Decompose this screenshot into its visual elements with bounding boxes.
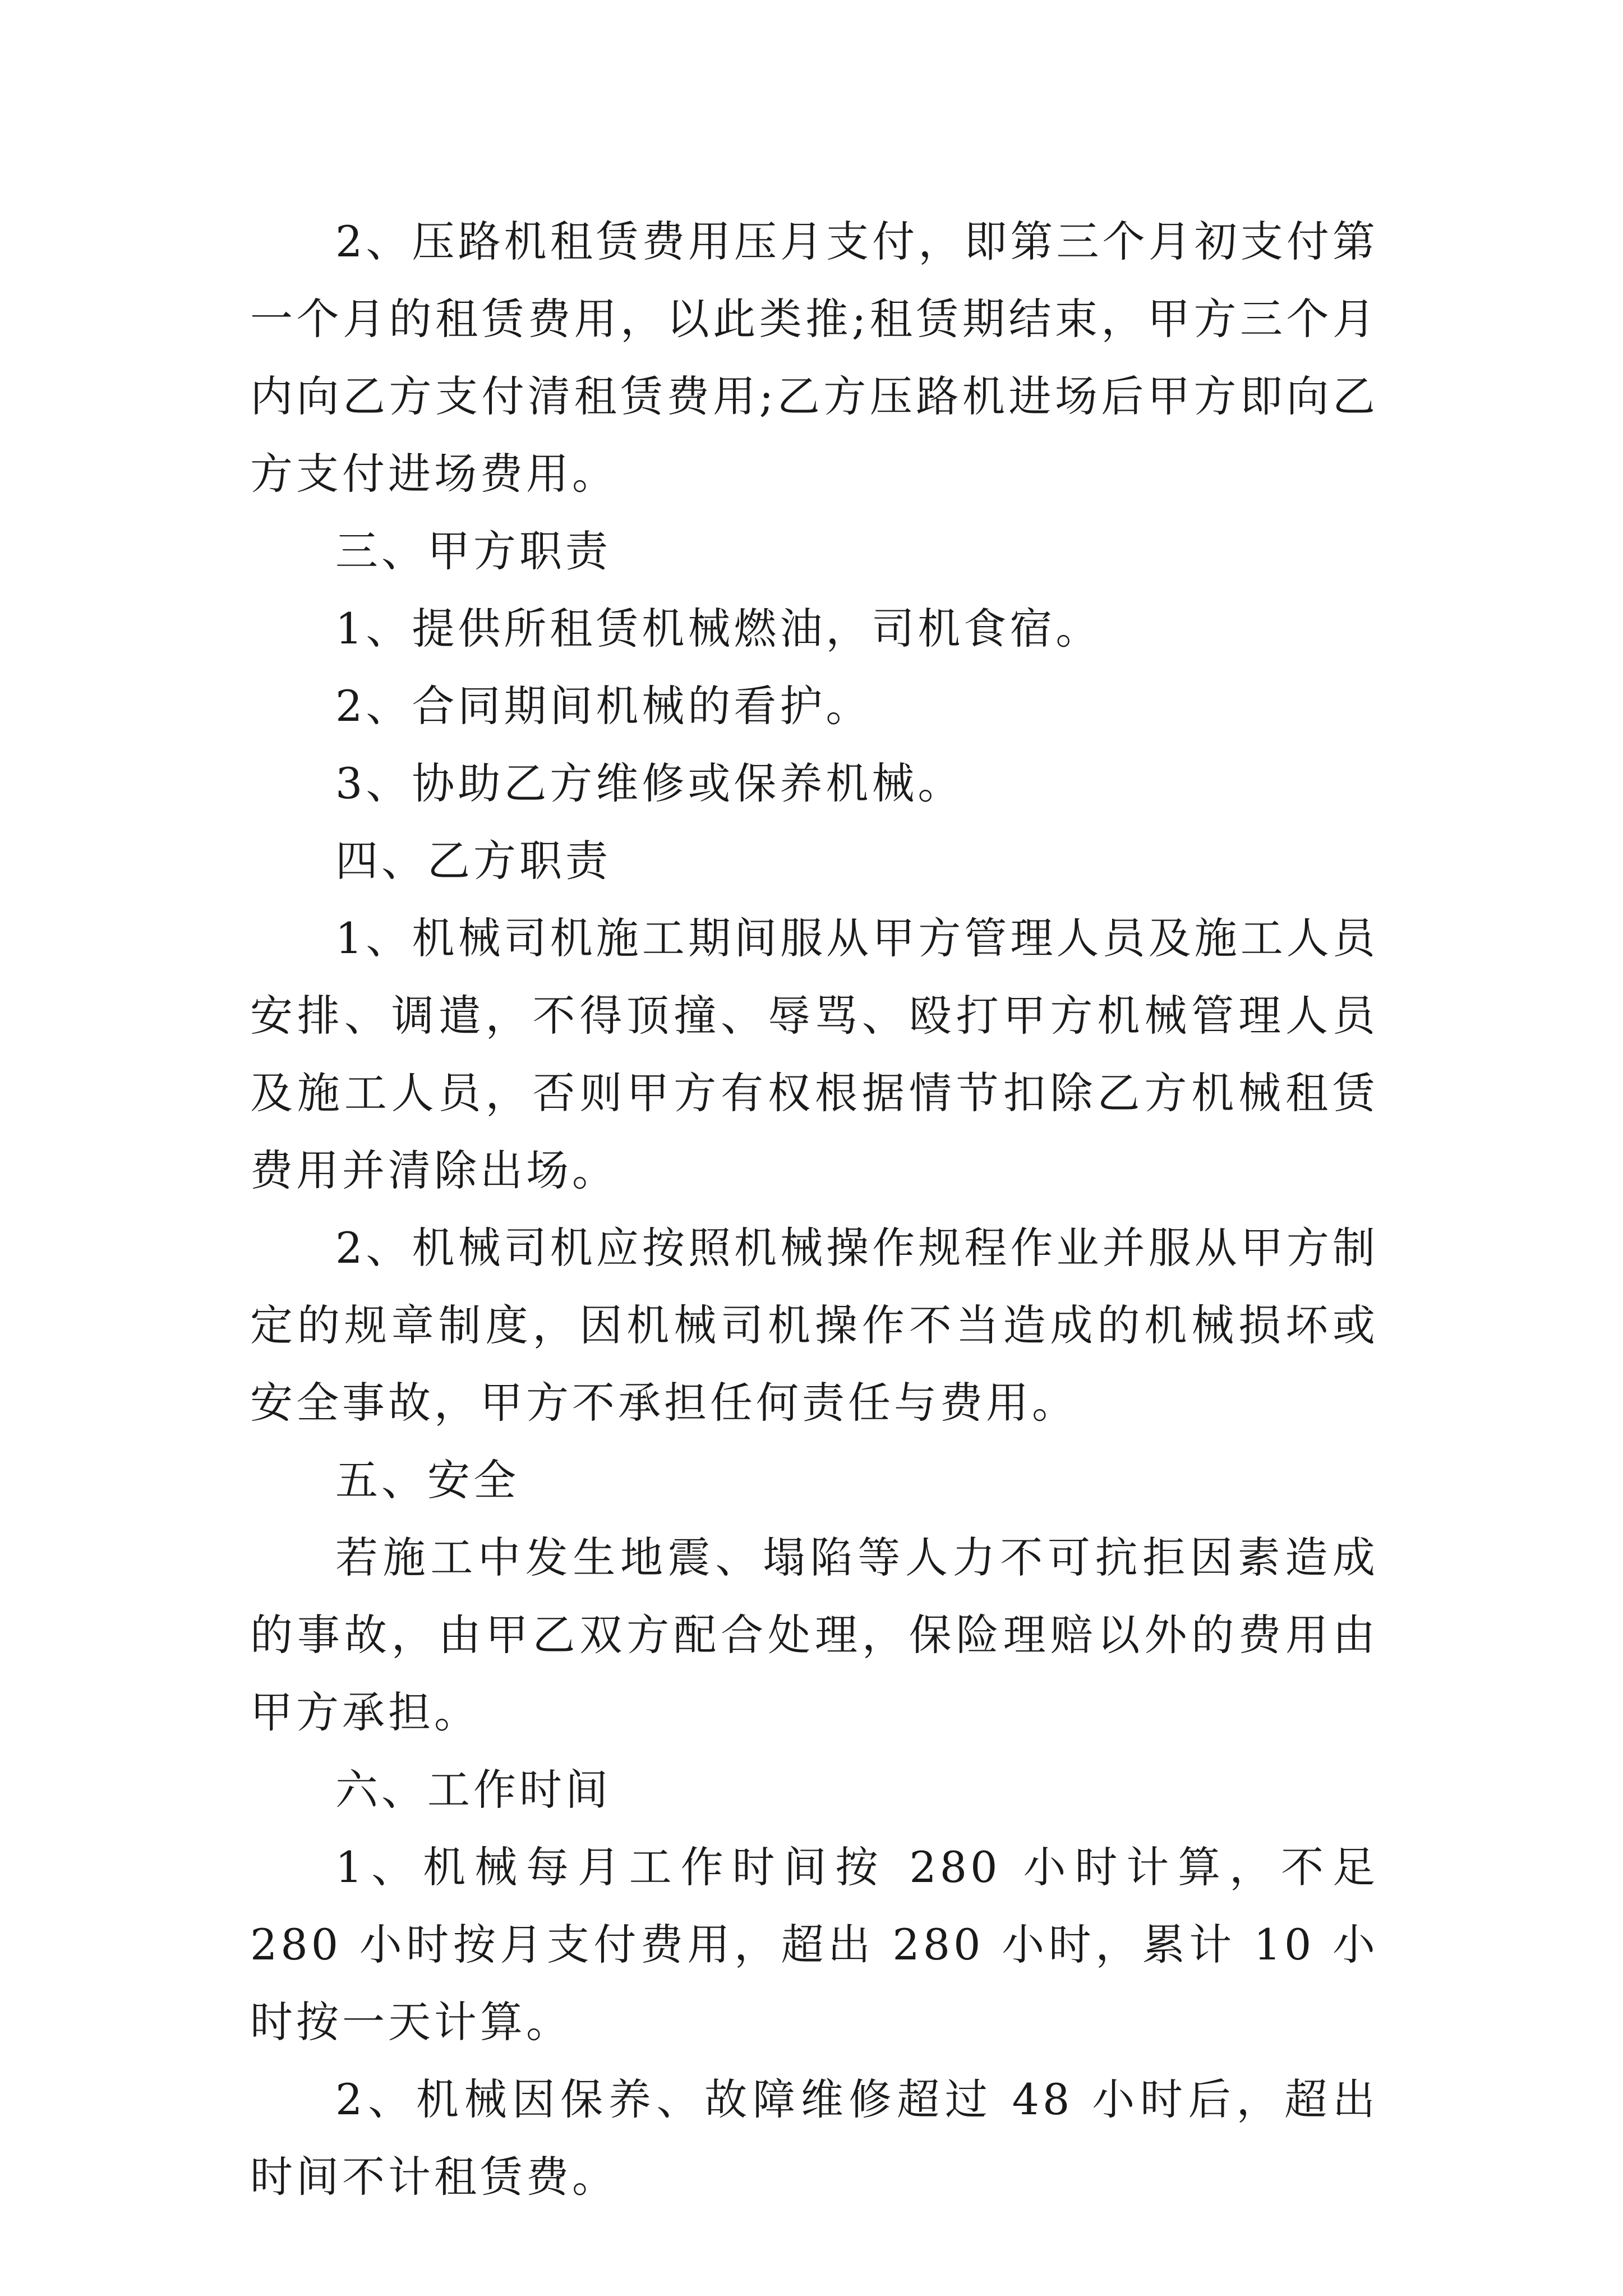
clause-6-1: 1、机械每月工作时间按 280 小时计算，不足 280 小时按月支付费用，超出 280 小时，累计 10 小时按一天计算。 <box>250 1842 1378 2047</box>
section-3-heading: 三、甲方职责 <box>335 526 611 576</box>
document-body <box>250 203 1378 2216</box>
section-6-heading: 六、工作时间 <box>335 1765 611 1815</box>
clause-4-2: 2、机械司机应按照机械操作规程作业并服从甲方制定的规章制度，因机械司机操作不当造成的机械损坏或安全事故，甲方不承担任何责任与费用。 <box>250 1223 1378 1428</box>
clause-3-3: 3、协助乙方维修或保养机械。 <box>335 758 964 808</box>
clause-6-2: 2、机械因保养、故障维修超过 48 小时后，超出时间不计租赁费。 <box>250 2074 1378 2202</box>
section-5-heading: 五、安全 <box>335 1455 519 1505</box>
section-4-heading: 四、乙方职责 <box>335 836 611 886</box>
clause-2-2-payment: 2、压路机租赁费用压月支付，即第三个月初支付第一个月的租赁费用，以此类推;租赁期结束，甲方三个月内向乙方支付清租赁费用;乙方压路机进场后甲方即向乙方支付进场费用。 <box>250 217 1378 499</box>
clause-5-body: 若施工中发生地震、塌陷等人力不可抗拒因素造成的事故，由甲乙双方配合处理，保险理赔以外的费用由甲方承担。 <box>250 1533 1378 1737</box>
clause-3-2: 2、合同期间机械的看护。 <box>335 681 872 731</box>
clause-4-1: 1、机械司机施工期间服从甲方管理人员及施工人员安排、调遣，不得顶撞、辱骂、殴打甲方机械管理人员及施工人员，否则甲方有权根据情节扣除乙方机械租赁费用并清除出场。 <box>250 913 1378 1195</box>
clause-3-1: 1、提供所租赁机械燃油，司机食宿。 <box>335 604 1102 654</box>
